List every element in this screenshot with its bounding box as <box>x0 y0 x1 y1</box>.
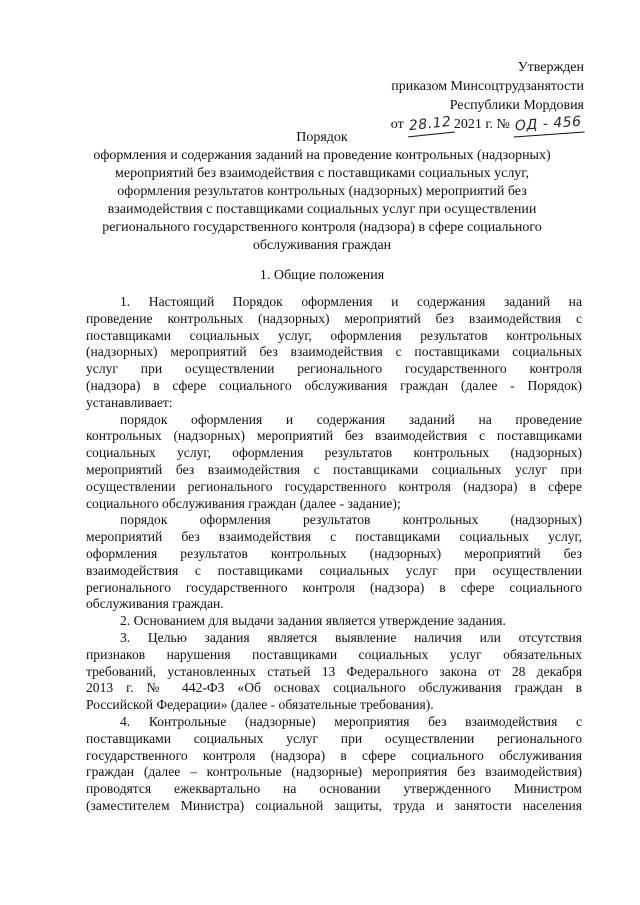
paragraph-line: 3. Целью задания является выявление наличия или отсутствия <box>120 629 582 645</box>
document-title <box>60 129 584 255</box>
document-body <box>86 294 582 815</box>
paragraph-line: признаков нарушения поставщиками социальных услуг обязательных <box>86 646 582 662</box>
paragraph-line: мероприятий без взаимодействия с поставщиками социальных услуг при <box>86 461 582 477</box>
title-line: мероприятий без взаимодействия с поставщиками социальных услуг, <box>115 166 529 181</box>
paragraph-line: 4. Контрольные (надзорные) мероприятия без взаимодействия с <box>120 713 582 729</box>
approval-line-approved: Утвержден <box>517 60 584 75</box>
paragraph-line: осуществлении регионального государственного контроля (надзора) в сфере <box>86 478 582 494</box>
title-line: оформления и содержания заданий на проведение контрольных (надзорных) <box>93 148 551 163</box>
handwritten-order-number: ОД - 456 <box>513 113 585 138</box>
paragraph-line: услуг при осуществлении регионального государственного контроля <box>86 361 582 377</box>
paragraph-line: порядок оформления и содержания заданий на проведение <box>120 411 582 427</box>
paragraph-line: социальных услуг, оформления результатов контрольных (надзорных) <box>86 445 582 461</box>
paragraph-line: социального обслуживания граждан (далее - задание); <box>86 495 401 511</box>
paragraph-line: (надзора) в сфере социального обслуживания граждан (далее - Порядок) <box>86 377 582 393</box>
title-heading: Порядок <box>296 130 348 145</box>
paragraph-line: обслуживания граждан. <box>86 596 224 612</box>
title-line: оформления результатов контрольных (надзорных) мероприятий без <box>117 184 527 199</box>
paragraph-line: регионального государственного контроля (надзора) в сфере социального <box>86 579 582 595</box>
paragraph-line: государственного контроля (надзора) в сфере социального обслуживания <box>86 747 582 763</box>
approval-line-republic: Республики Мордовия <box>449 98 584 113</box>
paragraph-line: контрольных (надзорных) мероприятий без взаимодействия с поставщиками <box>86 428 582 444</box>
paragraph-line: взаимодействия с поставщиками социальных услуг при осуществлении <box>86 562 582 578</box>
date-prefix: от <box>390 117 404 132</box>
paragraph-line: проводятся ежеквартально на основании утвержденного Министром <box>86 781 582 797</box>
approval-stamp-block <box>391 58 584 135</box>
paragraph-line: 2. Основанием для выдачи задания является утверждение задания. <box>120 613 506 629</box>
paragraph-line: порядок оформления результатов контрольных (надзорных) <box>120 512 582 528</box>
title-line: обслуживания граждан <box>252 238 392 253</box>
paragraph-line: 1. Настоящий Порядок оформления и содержания заданий на <box>120 294 582 309</box>
paragraph-line: (заместителем Министра) социальной защиты, труда и занятости населения <box>86 797 582 813</box>
paragraph-line: поставщиками социальных услуг, оформления результатов контрольных <box>86 327 582 343</box>
section-heading: 1. Общие положения <box>259 268 385 283</box>
approval-line-order: приказом Минсоцтрудзанятости <box>391 79 584 94</box>
paragraph-line: требований, установленных статьей 13 Федерального закона от 28 декабря <box>86 663 582 679</box>
paragraph-line: устанавливает: <box>86 394 173 410</box>
paragraph-line: граждан (далее – контрольные (надзорные) мероприятия без взаимодействия) <box>86 764 582 780</box>
title-line: взаимодействия с поставщиками социальных услуг при осуществлении <box>107 202 537 217</box>
paragraph-line: Российской Федерации» (далее - обязательные требования). <box>86 697 434 713</box>
paragraph-line: 2013 г. № 442-ФЗ «Об основах социального обслуживания граждан в <box>86 680 582 696</box>
paragraph-line: (надзорных) мероприятий без взаимодействия с поставщиками социальных <box>86 344 582 360</box>
title-line: регионального государственного контроля (надзора) в сфере социального <box>102 220 542 235</box>
paragraph-line: проведение контрольных (надзорных) мероприятий без взаимодействия с <box>86 310 582 326</box>
date-year: 2021 г. № <box>453 117 510 132</box>
handwritten-date: 28.12 <box>406 113 454 138</box>
paragraph-line: мероприятий без взаимодействия с поставщиками социальных услуг, <box>86 529 582 545</box>
paragraph-line: оформления результатов контрольных (надзорных) мероприятий без <box>86 545 582 561</box>
paragraph-line: поставщиками социальных услуг при осуществлении регионального <box>86 730 582 746</box>
